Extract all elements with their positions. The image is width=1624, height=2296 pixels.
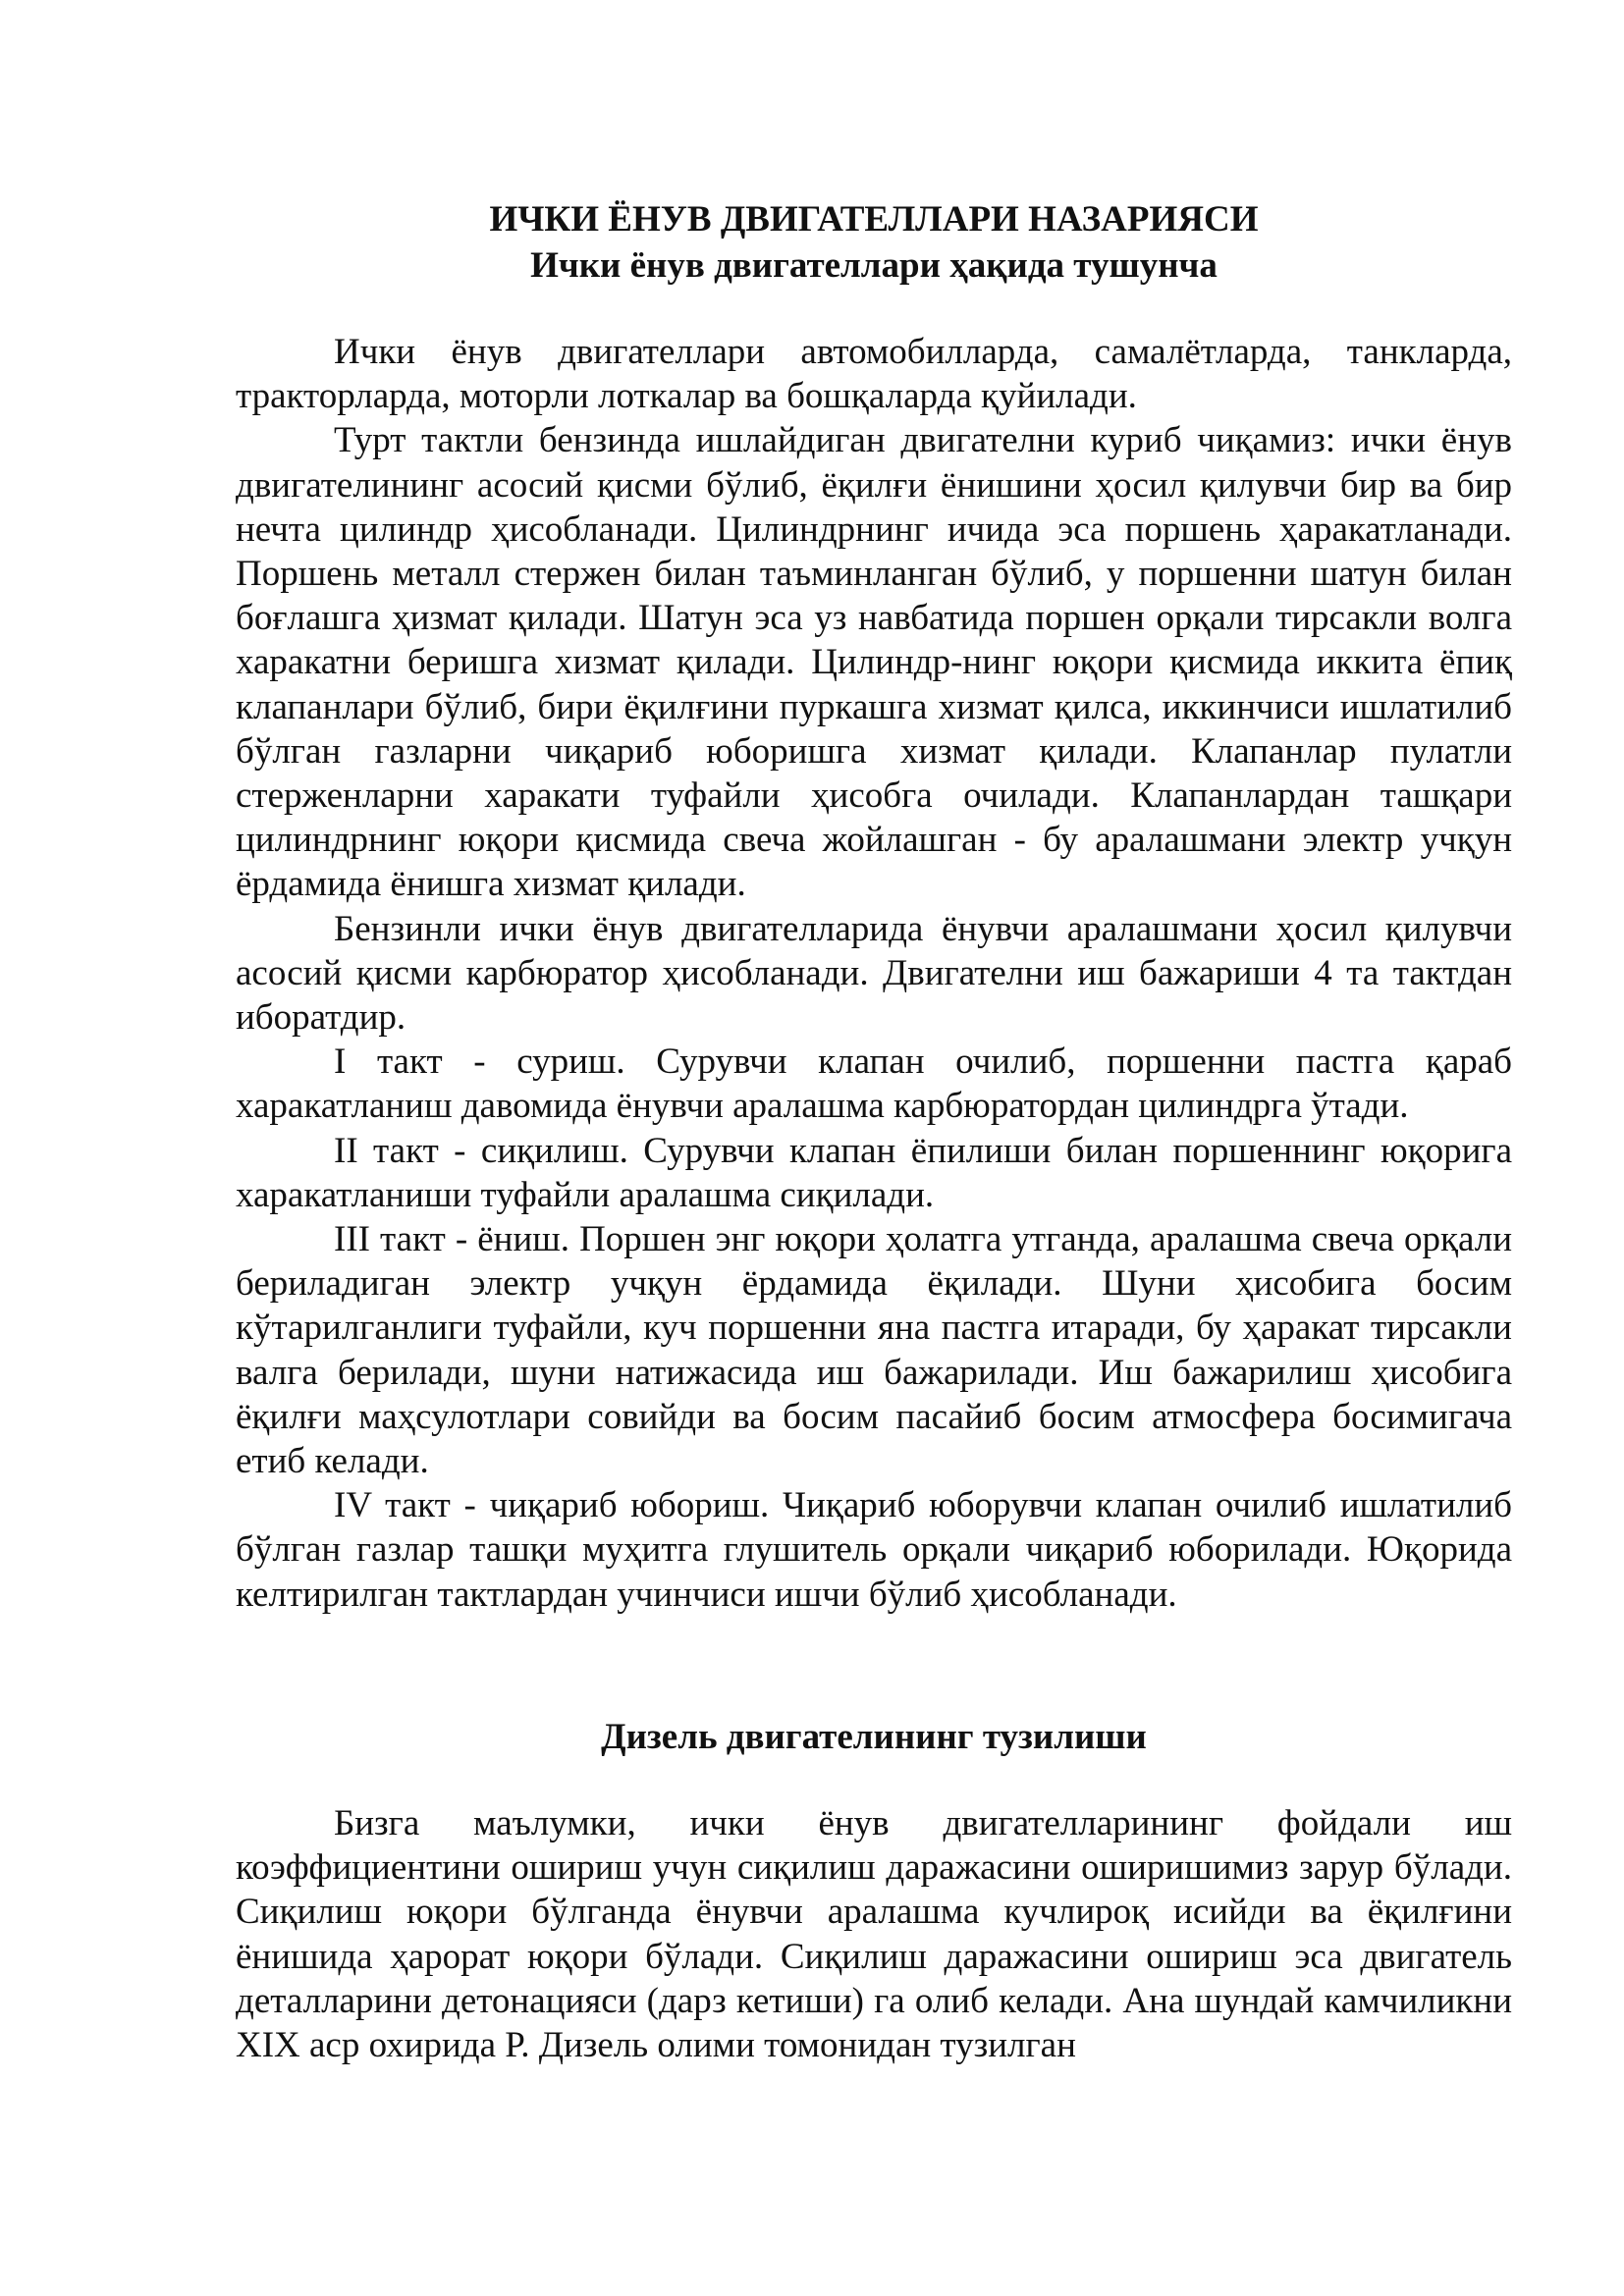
- document-page: [236, 196, 1512, 2067]
- paragraph-diesel-intro: Бизга маълумки, ички ёнув двигателларининг фойдали иш коэффициентини ошириш учун сиқилиш даражасини оширишимиз зарур бўлади. Сиқилиш юқори бўлганда ёнувчи аралашма кучлироқ исийди ва ёқилғини ёнишида ҳарорат юқори бўлади. Сиқилиш даражасини ошириш эса двигатель деталларини детонацияси (дарз кетиши) га олиб келади. Ана шундай камчиликни XIX аср охирида Р. Дизель олими томонидан тузилган: [236, 1802, 1512, 2065]
- paragraph-stroke-2: II такт - сиқилиш. Сурувчи клапан ёпилиши билан поршеннинг юқорига харакатланиши туфайли аралашма сиқилади.: [236, 1130, 1512, 1215]
- paragraph-engine-structure: Турт тактли бензинда ишлайдиган двигателни куриб чиқамиз: ички ёнув двигателининг асосий қисми бўлиб, ёқилғи ёнишини ҳосил қилувчи бир ва бир нечта цилиндр ҳисобланади. Цилиндрнинг ичида эса поршень ҳаракатланади. Поршень металл стержен билан таъминланган бўлиб, у поршенни шатун билан боғлашга ҳизмат қилади. Шатун эса уз навбатида поршен орқали тирсакли волга харакатни беришга хизмат қилади. Цилиндр-нинг юқори қисмида иккита ёпиқ клапанлари бўлиб, бири ёқилғини пуркашга хизмат қилса, иккинчиси ишлатилиб бўлган газларни чиқариб юборишга хизмат қилади. Клапанлар пулатли стерженларни харакати туфайли ҳисобга очилади. Клапанлардан ташқари цилиндрнинг юқори қисмида свеча жойлашган - бу аралашмани электр учқун ёрдамида ёнишга хизмат қилади.: [236, 420, 1512, 905]
- paragraph-carburetor: Бензинли ички ёнув двигателларида ёнувчи аралашмани ҳосил қилувчи асосий қисми карбюратор ҳисобланади. Двигателни иш бажариши 4 та тактдан иборатдир.: [236, 908, 1512, 1039]
- paragraph-stroke-4: IV такт - чиқариб юбориш. Чиқариб юборувчи клапан очилиб ишлатилиб бўлган газлар ташқи муҳитга глушитель орқали чиқариб юборилади. Юқорида келтирилган тактлардан учинчиси ишчи бўлиб ҳисобланади.: [236, 1485, 1512, 1615]
- document-subtitle: Ички ёнув двигателлари ҳақида тушунча: [530, 245, 1218, 286]
- section-heading-diesel: Дизель двигателининг тузилиши: [601, 1716, 1147, 1757]
- paragraph-stroke-1: I такт - суриш. Сурувчи клапан очилиб, поршенни пастга қараб харакатланиш давомида ёнувчи аралашма карбюратордан цилиндрга ўтади.: [236, 1041, 1512, 1127]
- paragraph-intro: Ички ёнув двигателлари автомобилларда, самалётларда, танкларда, тракторларда, моторли лоткалар ва бошқаларда қуйилади.: [236, 332, 1512, 417]
- document-title: ИЧКИ ЁНУВ ДВИГАТЕЛЛАРИ НАЗАРИЯСИ: [489, 199, 1259, 240]
- paragraph-stroke-3: III такт - ёниш. Поршен энг юқори ҳолатга утганда, аралашма свеча орқали бериладиган электр учқун ёрдамида ёқилади. Шуни ҳисобига босим кўтарилганлиги туфайли, куч поршенни яна пастга итаради, бу ҳаракат тирсакли валга берилади, шуни натижасида иш бажарилади. Иш бажарилиш ҳисобига ёқилғи маҳсулотлари совийди ва босим пасайиб босим атмосфера босимигача етиб келади.: [236, 1219, 1512, 1482]
